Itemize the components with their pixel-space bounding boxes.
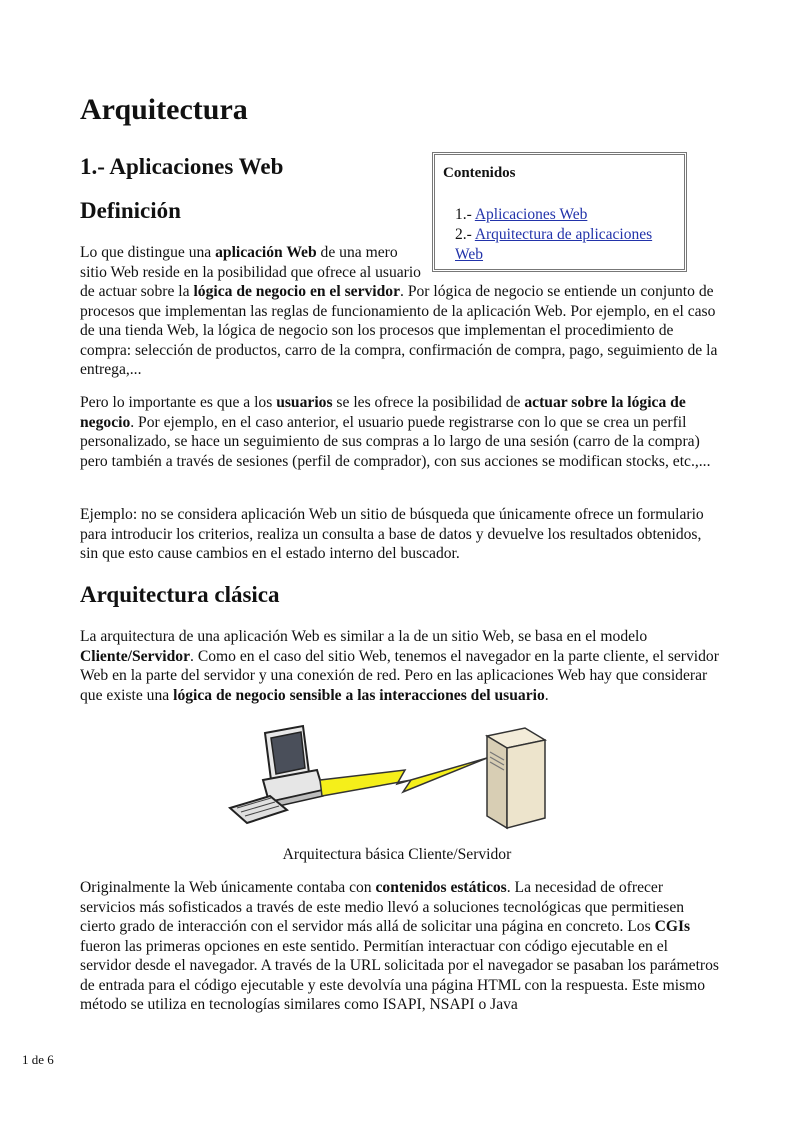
text: Pero lo importante es que a los: [80, 394, 277, 411]
bold-text: lógica de negocio en el servidor: [193, 283, 401, 300]
text: . La necesidad de ofrecer servicios más sofisticados a través de este medio llevó a soluciones tecnológicas que permitiesen cierto grado de interacción con el servidor más allá de solicitar una página en concreto. Los: [80, 879, 685, 935]
bold-text: contenidos estáticos: [375, 879, 507, 896]
client-computer-icon: [230, 726, 323, 823]
figure-caption: Arquitectura básica Cliente/Servidor: [282, 846, 512, 863]
bold-text: CGIs: [654, 918, 691, 935]
text: . Por lógica de negocio se entiende un conjunto de procesos que implementan las reglas de funcionamiento de la aplicación Web. Por ejemplo, en el caso de una tienda Web, la lógica de negocio son los procesos que implementan el procedimiento de compra: selección de productos, carro de la compra, confirmación de compra, pago, seguimiento de la entrega,...: [80, 283, 718, 378]
paragraph-ejemplo: Ejemplo: no se considera aplicación Web un sitio de búsqueda que únicamente ofrece un formulario para introducir los criterios, realiza un consulta a base de datos y devuelve los resultados obtenidos, sin que esto cause cambios en el estado interno del buscador.: [80, 506, 704, 562]
bold-text: Cliente/Servidor: [80, 647, 191, 665]
section-title-aplicaciones-web: 1.- Aplicaciones Web: [80, 154, 284, 179]
subsection-title-definicion: Definición: [80, 198, 181, 223]
network-connection-icon: [320, 758, 487, 796]
toc-title: Contenidos: [443, 165, 516, 181]
text: . Como en el caso del sitio Web, tenemos el navegador en la parte cliente, el servidor Web en la parte del servidor y una conexión de red. Pero en las aplicaciones Web hay que considerar que existe una: [80, 647, 719, 704]
section-title-arquitectura-clasica: Arquitectura clásica: [80, 582, 280, 607]
paragraph-arquitectura: [80, 627, 720, 705]
text: de una mero: [316, 244, 398, 261]
bold-text: actuar sobre la lógica de negocio: [80, 394, 686, 431]
bold-text: aplicación Web: [215, 244, 317, 261]
text: La arquitectura de una aplicación Web es similar a la de un sitio Web, se basa en el modelo: [80, 628, 648, 645]
text: .: [544, 686, 549, 704]
page-number: 1 de 6: [22, 1052, 54, 1067]
text: de actuar sobre la: [80, 283, 194, 300]
paragraph-usuarios: [80, 393, 720, 471]
text: . Por ejemplo, en el caso anterior, el usuario puede registrarse con lo que se crea un perfil personalizado, se hace un seguimiento de sus compras a lo largo de una sesión (carro de la compra) pero también a través de sesiones (perfil de comprador), con sus acciones se modifican stocks, etc.,...: [80, 413, 711, 470]
paragraph-contenidos-estaticos: [80, 878, 720, 1015]
toc-item-number: 1.-: [455, 206, 472, 223]
toc-item-number: 2.-: [455, 226, 472, 243]
toc-link-aplicaciones-web[interactable]: Aplicaciones Web: [474, 206, 588, 223]
text: fueron las primeras opciones en este sentido. Permitían interactuar con código ejecutable en el servidor desde el navegador. A través de la URL solicitada por el navegador se pasaban los parámetros de entrada para el código ejecutable y este devolvía una página HTML con la respuesta. Este mismo método se utiliza en tecnologías similares como ISAPI, NSAPI o Java: [80, 937, 719, 1013]
server-icon: [487, 728, 545, 828]
client-server-diagram: [225, 718, 555, 838]
bold-text: usuarios: [276, 394, 333, 411]
bold-text: lógica de negocio sensible a las interacciones del usuario: [173, 686, 545, 704]
paragraph-definicion: [80, 243, 720, 380]
text: Originalmente la Web únicamente contaba con: [80, 879, 376, 896]
toc-item: [455, 205, 676, 225]
page-title: Arquitectura: [80, 93, 248, 126]
text: Lo que distingue una: [80, 244, 216, 261]
text: se les ofrece la posibilidad de: [332, 394, 525, 411]
text: sitio Web reside en la posibilidad que ofrece al usuario: [80, 263, 421, 281]
toc-link-arquitectura[interactable]: Arquitectura de aplicaciones Web: [455, 226, 653, 263]
